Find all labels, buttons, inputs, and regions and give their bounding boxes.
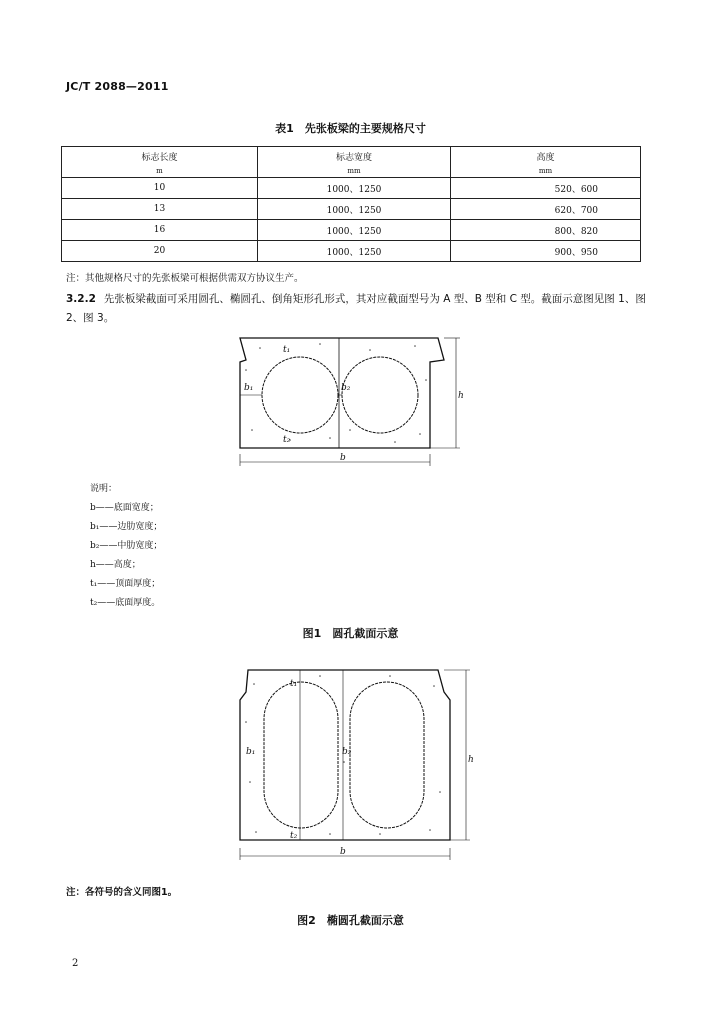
table-row: [62, 178, 641, 199]
figure2-note: 注：各符号的含义同图1。: [66, 887, 178, 898]
standard-code: JC/T 2088—2011: [66, 80, 169, 93]
legend-item: h——高度；: [90, 560, 141, 570]
b-label: b: [340, 847, 346, 857]
table-cell: 13: [62, 199, 258, 220]
figure2-caption: 图2 椭圆孔截面示意: [297, 914, 404, 927]
figure2-diagram: [230, 662, 480, 872]
table-cell: 16: [62, 220, 258, 241]
table-cell: 20: [62, 241, 258, 262]
h-label: h: [468, 755, 474, 765]
page-number: 2: [72, 958, 79, 969]
table-cell: 1000、1250: [258, 241, 451, 262]
legend-item: b——底面宽度；: [90, 503, 159, 513]
legend-title: 说明：: [90, 484, 118, 494]
table-row: [62, 220, 641, 241]
header-height: 高度 mm: [451, 147, 641, 178]
table-cell: 1000、1250: [258, 178, 451, 199]
t1-label: t₁: [290, 679, 298, 689]
table-cell: 1000、1250: [258, 199, 451, 220]
header-length: 标志长度 m: [62, 147, 258, 178]
header-width: 标志宽度 mm: [258, 147, 451, 178]
b2-label: b₂: [342, 747, 352, 757]
t2-label: t₂: [290, 831, 298, 841]
table-cell: 520、600: [451, 178, 641, 199]
legend-item: t₂——底面厚度。: [90, 598, 161, 608]
table-cell: 900、950: [451, 241, 641, 262]
legend-item: b₂——中肋宽度；: [90, 541, 163, 551]
table-cell: 620、700: [451, 199, 641, 220]
table-cell: 1000、1250: [258, 220, 451, 241]
b2-label: b₂: [341, 383, 351, 393]
clause-text: 先张板梁截面可采用圆孔、椭圆孔、倒角矩形孔形式，其对应截面型号为 A 型、B 型和 C 型。截面示意图见图 1、图 2、图 3。: [66, 293, 646, 324]
table-row: [62, 199, 641, 220]
table-cell: 800、820: [451, 220, 641, 241]
t1-label: t₁: [283, 345, 291, 355]
h-label: h: [458, 391, 464, 401]
table-header-row: [62, 147, 641, 178]
legend-item: b₁——边肋宽度；: [90, 522, 163, 532]
table-note: 注：其他规格尺寸的先张板梁可根据供需双方协议生产。: [66, 273, 304, 284]
legend-item: t₁——顶面厚度；: [90, 579, 161, 589]
t2-label: t₂: [283, 435, 291, 445]
figure1-legend: [90, 480, 162, 613]
b1-label: b₁: [246, 747, 256, 757]
figure1-diagram: [230, 330, 480, 470]
b1-label: b₁: [244, 383, 254, 393]
clause-paragraph: [66, 290, 646, 328]
b-label: b: [340, 453, 346, 463]
table-title: 表1 先张板梁的主要规格尺寸: [275, 122, 426, 135]
figure1-caption: 图1 圆孔截面示意: [302, 627, 399, 640]
table-row: [62, 241, 641, 262]
spec-table: [61, 146, 641, 262]
clause-number: 3.2.2: [66, 293, 96, 305]
table-cell: 10: [62, 178, 258, 199]
